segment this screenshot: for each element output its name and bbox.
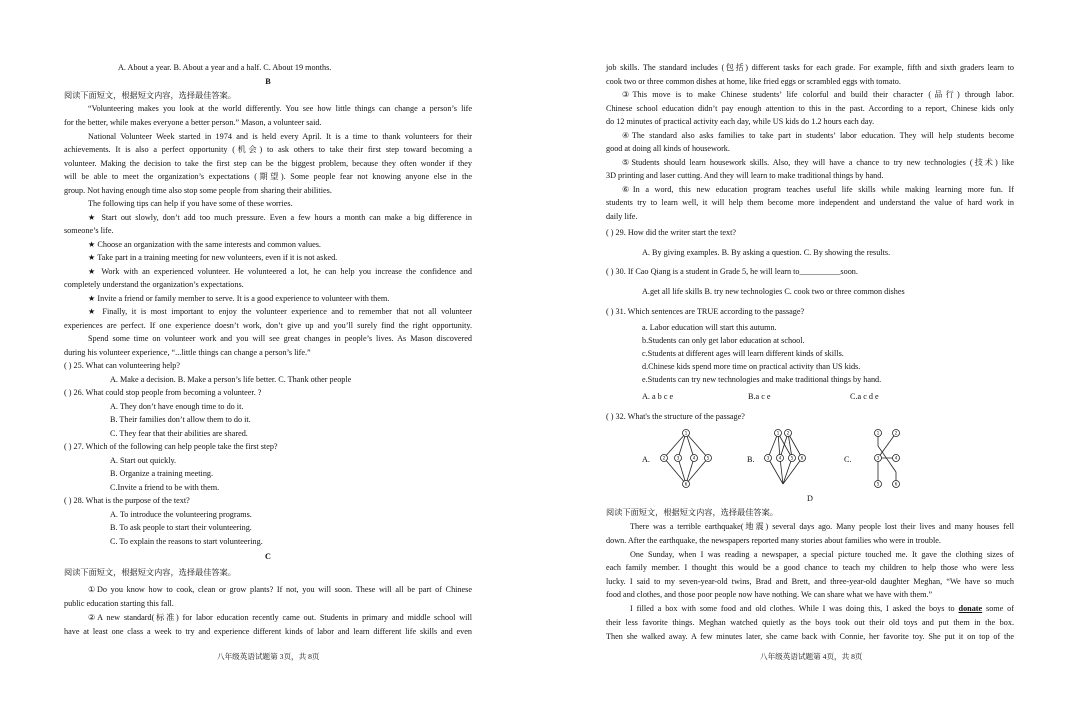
diagram-a-node bbox=[683, 430, 690, 437]
q28-option-c: C. To explain the reasons to start volunteering. bbox=[110, 537, 263, 546]
q31-statement-d: d.Chinese kids spend more time on practical activity than US kids. bbox=[642, 362, 861, 371]
structure-diagram-a bbox=[656, 428, 716, 490]
d-line-text: I filled a box with some food and old clothes. While I was doing this, I asked the boys to bbox=[630, 604, 959, 613]
b-line: during his volunteer experience, “...little things can change a person’s life.” bbox=[64, 348, 311, 357]
diagram-a-node bbox=[691, 455, 698, 462]
c-line: ②A new standard(标准) for labor education recently came out. Students in primary and middle school will bbox=[88, 613, 472, 622]
c-line: have at least one class a week to try and experience different kinds of labor and learn different life skills and even bbox=[64, 627, 472, 636]
section-d-heading: D bbox=[807, 494, 813, 503]
tip-line: ★ Finally, it is most important to enjoy the volunteer experience and to remember that not all volunteer bbox=[88, 307, 472, 316]
d-line: their less favorite things. Meghan watched quietly as the boys took out their old toys and put them in the box. bbox=[606, 618, 1014, 627]
b-line: Spend some time on volunteer work and you will see great changes in people’s lives. As Mason discovered bbox=[88, 334, 472, 343]
question-29: ( ) 29. How did the writer start the text? bbox=[606, 228, 737, 237]
section-b-heading: B bbox=[265, 77, 271, 86]
diagram-a-node bbox=[705, 455, 712, 462]
b-line: group. Not having enough time also stop some people from sharing their abilities. bbox=[64, 186, 332, 195]
svg-text:1: 1 bbox=[776, 430, 780, 436]
q26-option-b: B. Their families don’t allow them to do it. bbox=[110, 415, 251, 424]
q27-option-c: C.Invite a friend to be with them. bbox=[110, 483, 220, 492]
tip-line: ★ Start out slowly, don’t add too much pressure. Even a few hours a month can make a big difference in bbox=[88, 213, 472, 222]
q28-option-a: A. To introduce the volunteering programs. bbox=[110, 510, 252, 519]
diagram-c-label: C. bbox=[844, 455, 852, 464]
svg-text:1: 1 bbox=[684, 430, 688, 436]
q26-option-c: C. They fear that their abilities are shared. bbox=[110, 429, 248, 438]
tip-line: someone’s life. bbox=[64, 226, 114, 235]
section-c-instruction: 阅读下面短文，根据短文内容，选择最佳答案。 bbox=[64, 568, 236, 577]
q27-option-b: B. Organize a training meeting. bbox=[110, 469, 214, 478]
diagram-b-node bbox=[775, 430, 782, 437]
c-line: students try to learn well, it will help them become more independent and understand the value of hard work in bbox=[606, 198, 1014, 207]
q31-option-b: B.a c e bbox=[748, 392, 771, 401]
svg-text:3: 3 bbox=[766, 455, 770, 461]
b-line: “Volunteering makes you look at the world differently. You see how little things can change a person’s life bbox=[88, 104, 472, 113]
c-line: daily life. bbox=[606, 212, 638, 221]
svg-text:5: 5 bbox=[790, 455, 794, 461]
d-line-text: some of bbox=[982, 604, 1014, 613]
svg-text:4: 4 bbox=[894, 455, 898, 461]
c-line: ③This move is to make Chinese students’ life colorful and build their character (品行) through labor. bbox=[622, 90, 1014, 99]
svg-text:5: 5 bbox=[706, 455, 710, 461]
diagram-b-node bbox=[799, 455, 806, 462]
svg-text:2: 2 bbox=[894, 430, 898, 436]
d-line-donate bbox=[606, 602, 1014, 615]
diagram-c-node bbox=[893, 455, 900, 462]
d-line: each family member. I thought this would be a good chance to teach my children to help those who were less bbox=[606, 563, 1014, 572]
question-30: ( ) 30. If Cao Qiang is a student in Grade 5, he will learn to__________soon. bbox=[606, 267, 858, 276]
b-line: achievements. It is also a perfect opportunity (机会) to ask others to take their first step toward becoming a bbox=[64, 145, 472, 154]
tip-line: ★ Choose an organization with the same interests and common values. bbox=[88, 240, 321, 249]
d-line: down. After the earthquake, the newspapers reported many stories about families who were in trouble. bbox=[606, 536, 941, 545]
b-line: National Volunteer Week started in 1974 and is held every April. It is a time to thank volunteers for their bbox=[88, 132, 472, 141]
right-page-footer: 八年级英语试题第 4页，共 8页 bbox=[760, 652, 863, 661]
donate-keyword: donate bbox=[958, 604, 983, 613]
diagram-c-node bbox=[893, 430, 900, 437]
d-line: lucky. I said to my seven-year-old twins, Brad and Brett, and three-year-old daughter Meghan, “We have so much bbox=[606, 577, 1014, 586]
question-26: ( ) 26. What could stop people from becoming a volunteer. ? bbox=[64, 388, 262, 397]
diagram-a-node bbox=[675, 455, 682, 462]
tip-line: completely understand the organization’s expectations. bbox=[64, 280, 244, 289]
c-line: ⑤Students should learn housework skills. Also, they will have a chance to try new technologies (技术) like bbox=[622, 158, 1014, 167]
b-line: volunteer. Making the decision to take the first step can be the biggest problem, because they often wonder if they bbox=[64, 159, 472, 168]
question-32: ( ) 32. What's the structure of the passage? bbox=[606, 412, 745, 421]
svg-text:2: 2 bbox=[786, 430, 790, 436]
c-line: public education starting this fall. bbox=[64, 599, 174, 608]
diagram-b-node bbox=[785, 430, 792, 437]
diagram-b-node bbox=[765, 455, 772, 462]
q31-statement-a: a. Labor education will start this autumn. bbox=[642, 323, 777, 332]
c-line: cook two or three common dishes at home, like fried eggs or scrambled eggs with tomato. bbox=[606, 77, 901, 86]
q31-statement-b: b.Students can only get labor education at school. bbox=[642, 336, 805, 345]
diagram-b-label: B. bbox=[747, 455, 755, 464]
tip-line: experiences are perfect. If one experience doesn’t work, don’t give up and you’ll surely find the right opportunity. bbox=[64, 321, 472, 330]
question-28: ( ) 28. What is the purpose of the text? bbox=[64, 496, 190, 505]
b-line: The following tips can help if you have some of these worries. bbox=[88, 199, 293, 208]
q31-option-c: C.a c d e bbox=[850, 392, 879, 401]
svg-text:3: 3 bbox=[876, 455, 880, 461]
q27-option-a: A. Start out quickly. bbox=[110, 456, 177, 465]
svg-text:3: 3 bbox=[676, 455, 680, 461]
section-c-heading: C bbox=[265, 552, 271, 561]
svg-text:4: 4 bbox=[692, 455, 696, 461]
svg-text:6: 6 bbox=[684, 481, 688, 487]
diagram-a-label: A. bbox=[642, 455, 650, 464]
d-line: One Sunday, when I was reading a newspaper, a special picture touched me. It gave the clothing sizes of bbox=[630, 550, 1014, 559]
c-line: do 12 minutes of practical activity each day, while US kids do 1.2 hours each day. bbox=[606, 117, 875, 126]
c-line: 3D printing and laser cutting. And they will learn to make traditional things by hand. bbox=[606, 171, 884, 180]
diagram-c-node bbox=[875, 481, 882, 488]
q29-options: A. By giving examples. B. By asking a question. C. By showing the results. bbox=[642, 248, 891, 257]
c-line: ①Do you know how to cook, clean or grow plants? If not, you will soon. These will all be part of Chinese bbox=[88, 585, 472, 594]
d-line: Then she walked away. A few minutes later, she came back with Connie, her favorite toy. She put it on top of the bbox=[606, 632, 1014, 641]
left-page-footer: 八年级英语试题第 3页，共 8页 bbox=[217, 652, 320, 661]
c-line: Chinese school education didn’t pay enough attention to this in the past. According to a report, Chinese kids only bbox=[606, 104, 1014, 113]
section-b-instruction: 阅读下面短文，根据短文内容，选择最佳答案。 bbox=[64, 91, 236, 100]
structure-diagram-c bbox=[866, 428, 906, 490]
tip-line: ★ Work with an experienced volunteer. He volunteered a lot, he can help you increase the confidence and bbox=[88, 267, 472, 276]
q24-options: A. About a year. B. About a year and a half. C. About 19 months. bbox=[118, 63, 332, 72]
svg-text:1: 1 bbox=[876, 430, 880, 436]
diagram-a-node bbox=[683, 481, 690, 488]
svg-text:6: 6 bbox=[800, 455, 804, 461]
diagram-b-node bbox=[789, 455, 796, 462]
diagram-b-node bbox=[777, 455, 784, 462]
section-d-instruction: 阅读下面短文，根据短文内容，选择最佳答案。 bbox=[606, 508, 778, 517]
diagram-a-node bbox=[661, 455, 668, 462]
b-line: will be able to meet the organization’s expectations (期望). Some people fear not knowing anyone else in the bbox=[64, 172, 472, 181]
svg-text:6: 6 bbox=[894, 481, 898, 487]
q26-option-a: A. They don’t have enough time to do it. bbox=[110, 402, 244, 411]
q30-options: A.get all life skills B. try new technologies C. cook two or three common dishes bbox=[642, 287, 905, 296]
svg-text:5: 5 bbox=[876, 481, 880, 487]
question-25: ( ) 25. What can volunteering help? bbox=[64, 361, 181, 370]
c-line: ⑥In a word, this new education program teaches useful life skills while making learning more fun. If bbox=[622, 185, 1014, 194]
q25-options: A. Make a decision. B. Make a person’s life better. C. Thank other people bbox=[110, 375, 352, 384]
q31-statement-c: c.Students at different ages will learn different kinds of skills. bbox=[642, 349, 844, 358]
c-line: ④The standard also asks families to take part in students’ labor education. They will help students become bbox=[622, 131, 1014, 140]
q31-statement-e: e.Students can try new technologies and make traditional things by hand. bbox=[642, 375, 882, 384]
d-line: There was a terrible earthquake(地震) several days ago. Many people lost their lives and many houses fell bbox=[630, 522, 1014, 531]
q31-option-a: A. a b c e bbox=[642, 392, 674, 401]
question-27: ( ) 27. Which of the following can help people take the first step? bbox=[64, 442, 278, 451]
svg-text:4: 4 bbox=[778, 455, 782, 461]
d-line: food and clothes, and those poor people now have nothing. We can share what we have with them.” bbox=[606, 590, 933, 599]
diagram-c-node bbox=[875, 430, 882, 437]
c-line: job skills. The standard includes (包括) different tasks for each grade. For example, fifth and sixth graders learn to bbox=[606, 63, 1014, 72]
b-line: for the better, while makes everyone a better person.” Mason, a volunteer said. bbox=[64, 118, 322, 127]
tip-line: ★ Take part in a training meeting for new volunteers, even if it is not asked. bbox=[88, 253, 338, 262]
q28-option-b: B. To ask people to start their volunteering. bbox=[110, 523, 252, 532]
c-line: good at doing all kinds of housework. bbox=[606, 144, 730, 153]
question-31: ( ) 31. Which sentences are TRUE according to the passage? bbox=[606, 307, 805, 316]
diagram-c-node bbox=[875, 455, 882, 462]
svg-text:2: 2 bbox=[662, 455, 666, 461]
structure-diagram-b bbox=[762, 428, 808, 490]
diagram-c-node bbox=[893, 481, 900, 488]
tip-line: ★ Invite a friend or family member to serve. It is a good experience to volunteer with them. bbox=[88, 294, 390, 303]
